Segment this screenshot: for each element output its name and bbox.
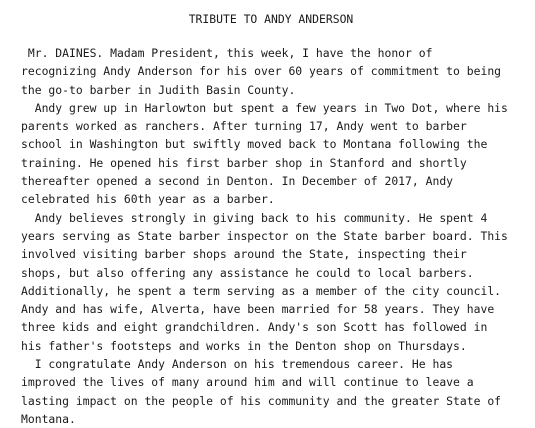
text-line: Additionally, he spent a term serving as a member of the city council. bbox=[21, 283, 502, 298]
paragraph-community bbox=[21, 209, 521, 355]
text-line: the go-to barber in Judith Basin County. bbox=[21, 82, 296, 97]
text-line: three kids and eight grandchildren. Andy's son Scott has followed in bbox=[21, 320, 488, 335]
text-line: improved the lives of many around him and will continue to leave a bbox=[21, 375, 474, 390]
document-title: TRIBUTE TO ANDY ANDERSON bbox=[188, 12, 354, 26]
text-line: Mr. DAINES. Madam President, this week, I have the honor of bbox=[21, 46, 433, 60]
text-line: Andy grew up in Harlowton but spent a few years in Two Dot, where his bbox=[21, 100, 508, 115]
text-line: school in Washington but swiftly moved back to Montana following the bbox=[21, 137, 488, 152]
paragraph-closing bbox=[21, 355, 521, 428]
document-body bbox=[21, 10, 521, 428]
text-line: involved visiting barber shops around the State, inspecting their bbox=[21, 247, 467, 262]
title-spacer bbox=[21, 28, 521, 44]
text-line: training. He opened his first barber shop in Stanford and shortly bbox=[21, 155, 467, 170]
text-line: shops, but also offering any assistance he could to local barbers. bbox=[21, 265, 474, 280]
text-line: lasting impact on the people of his community and the greater State of bbox=[21, 393, 502, 408]
paragraph-background bbox=[21, 99, 521, 209]
text-line: parents worked as ranchers. After turning 17, Andy went to barber bbox=[21, 119, 467, 134]
text-line: I congratulate Andy Anderson on his tremendous career. He has bbox=[21, 357, 454, 372]
text-line: his father's footsteps and works in the Denton shop on Thursdays. bbox=[21, 338, 467, 353]
text-line: Andy believes strongly in giving back to his community. He spent 4 bbox=[21, 210, 488, 225]
text-line: Andy and has wife, Alverta, have been married for 58 years. They have bbox=[21, 302, 495, 317]
text-line: Montana. bbox=[21, 411, 76, 426]
text-line: recognizing Andy Anderson for his over 60 years of commitment to being bbox=[21, 64, 502, 79]
text-line: thereafter opened a second in Denton. In December of 2017, Andy bbox=[21, 174, 454, 189]
paragraph-intro bbox=[21, 44, 521, 99]
text-line: celebrated his 60th year as a barber. bbox=[21, 192, 275, 207]
text-line: years serving as State barber inspector on the State barber board. This bbox=[21, 228, 508, 243]
